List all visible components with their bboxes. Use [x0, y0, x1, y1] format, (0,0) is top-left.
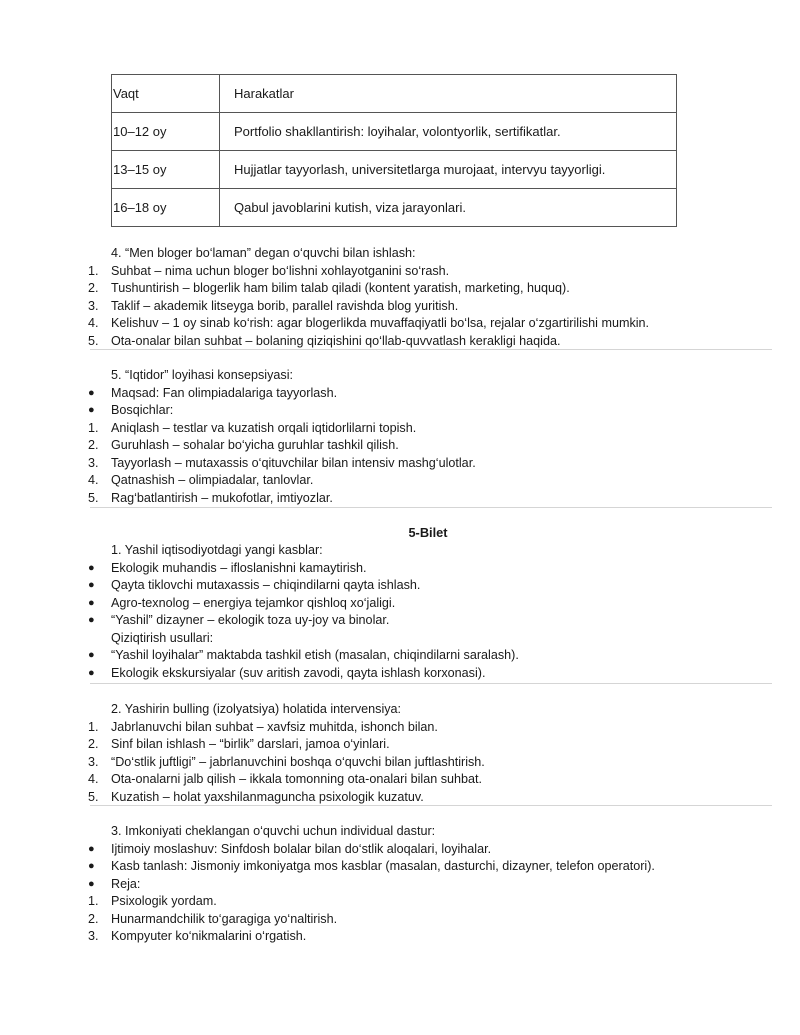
section-blogger	[0, 245, 800, 350]
bullet-item: ● “Yashil” dizayner – ekologik toza uy-joy va binolar.	[88, 613, 390, 627]
table-row	[112, 113, 677, 151]
list-item: 5. Ota-onalar bilan suhbat – bolaning qiziqishini qo‘llab-quvvatlash kerakligi haqida.	[88, 333, 561, 348]
table-row	[112, 189, 677, 227]
table-cell: 16–18 oy	[112, 189, 220, 227]
list-item: 5. Rag‘batlantirish – mukofotlar, imtiyozlar.	[88, 490, 333, 505]
section-heading: 4. “Men bloger bo‘laman” degan o‘quvchi bilan ishlash:	[111, 246, 416, 260]
table-cell: Qabul javoblarini kutish, viza jarayonlari.	[220, 189, 677, 227]
list-item: 1. Jabrlanuvchi bilan suhbat – xavfsiz muhitda, ishonch bilan.	[88, 719, 438, 734]
table-cell: 13–15 oy	[112, 151, 220, 189]
table-header-cell: Harakatlar	[220, 75, 677, 113]
timeline-table	[111, 74, 677, 227]
section-green-economy	[0, 542, 800, 682]
list-item: 3. “Do‘stlik juftligi” – jabrlanuvchini boshqa o‘quvchi bilan juftlashtirish.	[88, 754, 485, 769]
bullet-item: ● Kasb tanlash: Jismoniy imkoniyatga mos kasblar (masalan, dasturchi, dizayner, telefon operatori).	[88, 859, 655, 873]
list-item: 5. Kuzatish – holat yaxshilanmaguncha psixologik kuzatuv.	[88, 789, 424, 804]
divider	[90, 507, 772, 508]
list-item: 1. Psixologik yordam.	[88, 894, 217, 908]
list-item: 2. Tushuntirish – blogerlik ham bilim talab qiladi (kontent yaratish, marketing, huquq).	[88, 281, 570, 295]
bullet-item: ● Ekologik ekskursiyalar (suv aritish zavodi, qayta ishlash korxonasi).	[88, 665, 486, 680]
list-item: 4. Qatnashish – olimpiadalar, tanlovlar.	[88, 473, 314, 487]
divider	[90, 805, 772, 806]
divider	[90, 683, 772, 684]
list-item: 2. Hunarmandchilik to‘garagiga yo‘naltirish.	[88, 911, 338, 926]
table-cell: Portfolio shakllantirish: loyihalar, volontyorlik, sertifikatlar.	[220, 113, 677, 151]
table-cell: Hujjatlar tayyorlash, universitetlarga murojaat, intervyu tayyorligi.	[220, 151, 677, 189]
bullet-item: ● Qayta tiklovchi mutaxassis – chiqindilarni qayta ishlash.	[88, 578, 421, 592]
list-item: 1. Suhbat – nima uchun bloger bo‘lishni xohlayotganini so‘rash.	[88, 263, 450, 278]
list-item: 3. Tayyorlash – mutaxassis o‘qituvchilar bilan intensiv mashg‘ulotlar.	[88, 455, 476, 470]
section-bullying	[0, 701, 800, 806]
bullet-item: ● Bosqichlar:	[88, 403, 174, 417]
list-item: 3. Kompyuter ko‘nikmalarini o‘rgatish.	[88, 929, 307, 943]
list-item: 4. Ota-onalarni jalb qilish – ikkala tomonning ota-onalari bilan suhbat.	[88, 772, 483, 786]
bullet-item: ● “Yashil loyihalar” maktabda tashkil etish (masalan, chiqindilarni saralash).	[88, 648, 519, 662]
section-iqtidor	[0, 367, 800, 507]
bullet-item: ● Ekologik muhandis – ifloslanishni kamaytirish.	[88, 560, 367, 575]
divider	[90, 349, 772, 350]
ticket-title: 5-Bilet	[408, 525, 448, 540]
list-item: 1. Aniqlash – testlar va kuzatish orqali iqtidorlilarni topish.	[88, 420, 417, 435]
table-cell: 10–12 oy	[112, 113, 220, 151]
section-heading: 2. Yashirin bulling (izolyatsiya) holatida intervensiya:	[111, 702, 402, 716]
section-heading: 1. Yashil iqtisodiyotdagi yangi kasblar:	[111, 543, 323, 557]
section-heading: 3. Imkoniyati cheklangan o‘quvchi uchun individual dastur:	[111, 824, 436, 838]
table-header-cell: Vaqt	[112, 75, 220, 113]
list-item: 2. Sinf bilan ishlash – “birlik” darslari, jamoa o‘yinlari.	[88, 737, 390, 751]
table-header-row	[112, 75, 677, 113]
table-row	[112, 151, 677, 189]
list-item: 2. Guruhlash – sohalar bo‘yicha guruhlar tashkil qilish.	[88, 438, 399, 452]
bullet-item: ● Ijtimoiy moslashuv: Sinfdosh bolalar bilan do‘stlik aloqalari, loyihalar.	[88, 841, 492, 856]
bullet-item: ● Maqsad: Fan olimpiadalariga tayyorlash.	[88, 385, 338, 400]
section-individual-program	[0, 823, 800, 946]
section-heading: 5. “Iqtidor” loyihasi konsepsiyasi:	[111, 368, 293, 382]
bullet-item: ● Agro-texnolog – energiya tejamkor qishloq xo‘jaligi.	[88, 595, 396, 610]
bullet-item: ● Reja:	[88, 876, 141, 891]
list-item: 4. Kelishuv – 1 oy sinab ko‘rish: agar blogerlikda muvaffaqiyatli bo‘lsa, rejalar o‘zgartirilishi mumkin.	[88, 316, 650, 330]
subheading: Qiziqtirish usullari:	[111, 630, 214, 645]
list-item: 3. Taklif – akademik litseyga borib, parallel ravishda blog yuritish.	[88, 298, 459, 313]
